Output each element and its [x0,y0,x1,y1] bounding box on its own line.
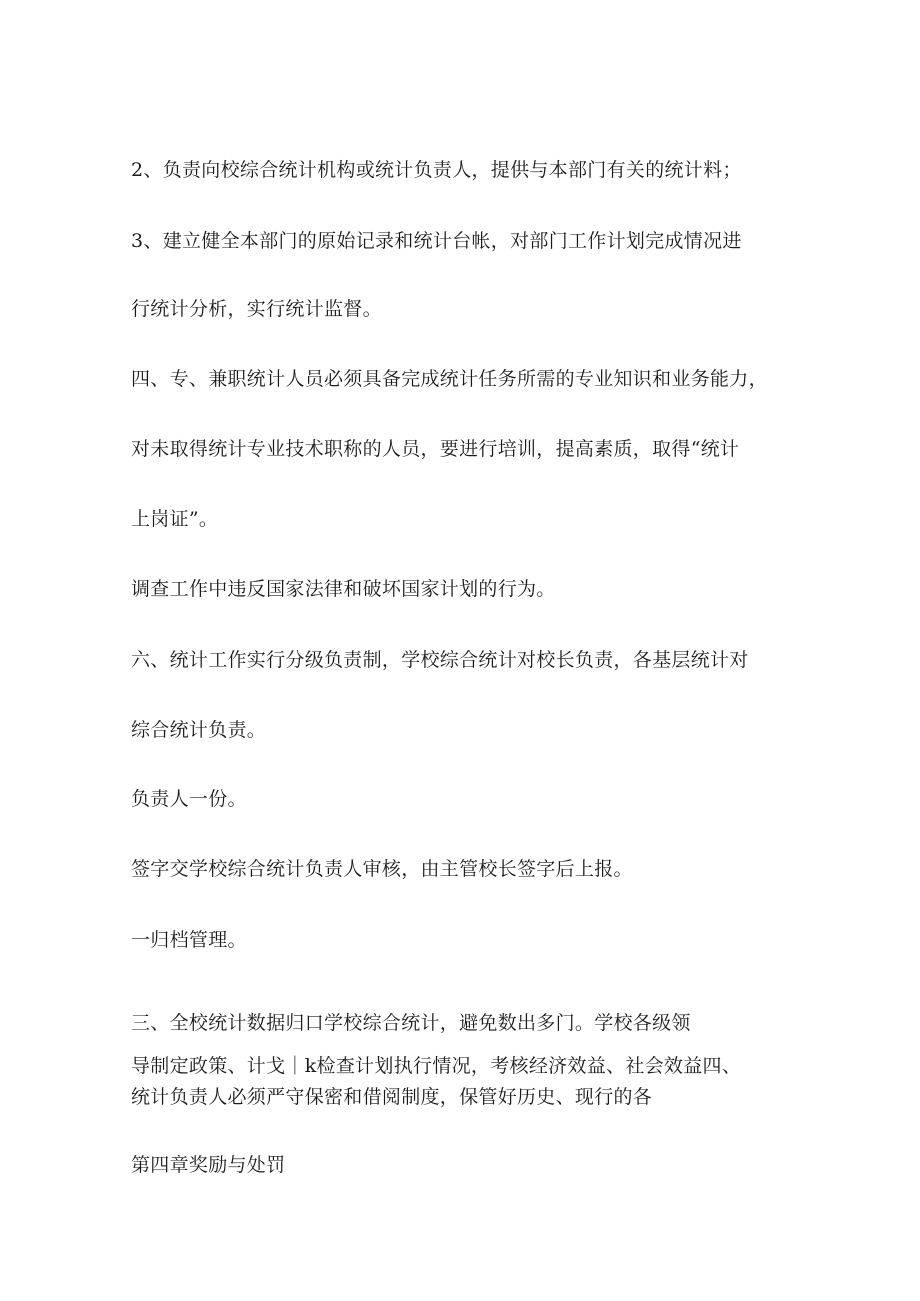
paragraph-line: 导制定政策、计戈｜k检查计划执行情况，考核经济效益、社会效益四、 [131,1055,742,1077]
paragraph-line: 综合统计负责。 [131,719,267,741]
paragraph-line: 三、全校统计数据归口学校综合统计，避免数出多门。学校各级领 [131,1012,691,1034]
paragraph-line: 六、统计工作实行分级负责制，学校综合统计对校长负责，各基层统计对 [131,649,749,671]
paragraph-line: 2、负责向校综合统计机构或统计负责人，提供与本部门有关的统计料； [131,159,742,181]
paragraph-line: 调查工作中违反国家法律和破坏国家计划的行为。 [131,578,556,600]
paragraph-line: 上岗证”。 [131,508,219,530]
paragraph-line: 负责人一份。 [131,788,247,810]
paragraph-line: 四、专、兼职统计人员必须具备完成统计任务所需的专业知识和业务能力， [131,368,768,390]
paragraph-line: 签字交学校综合统计负责人审核，由主管校长签字后上报。 [131,858,633,880]
paragraph-line: 对未取得统计专业技术职称的人员，要进行培训，提高素质，取得“统计 [131,438,740,460]
paragraph-line: 统计负责人必须严守保密和借阅制度，保管好历史、现行的各 [131,1086,653,1108]
paragraph-line: 3、建立健全本部门的原始记录和统计台帐，对部门工作计划完成情况进 [131,230,742,252]
paragraph-line: 行统计分析，实行统计监督。 [131,298,382,320]
chapter-heading: 第四章奖励与处罚 [131,1154,286,1176]
paragraph-line: 一归档管理。 [131,929,247,951]
